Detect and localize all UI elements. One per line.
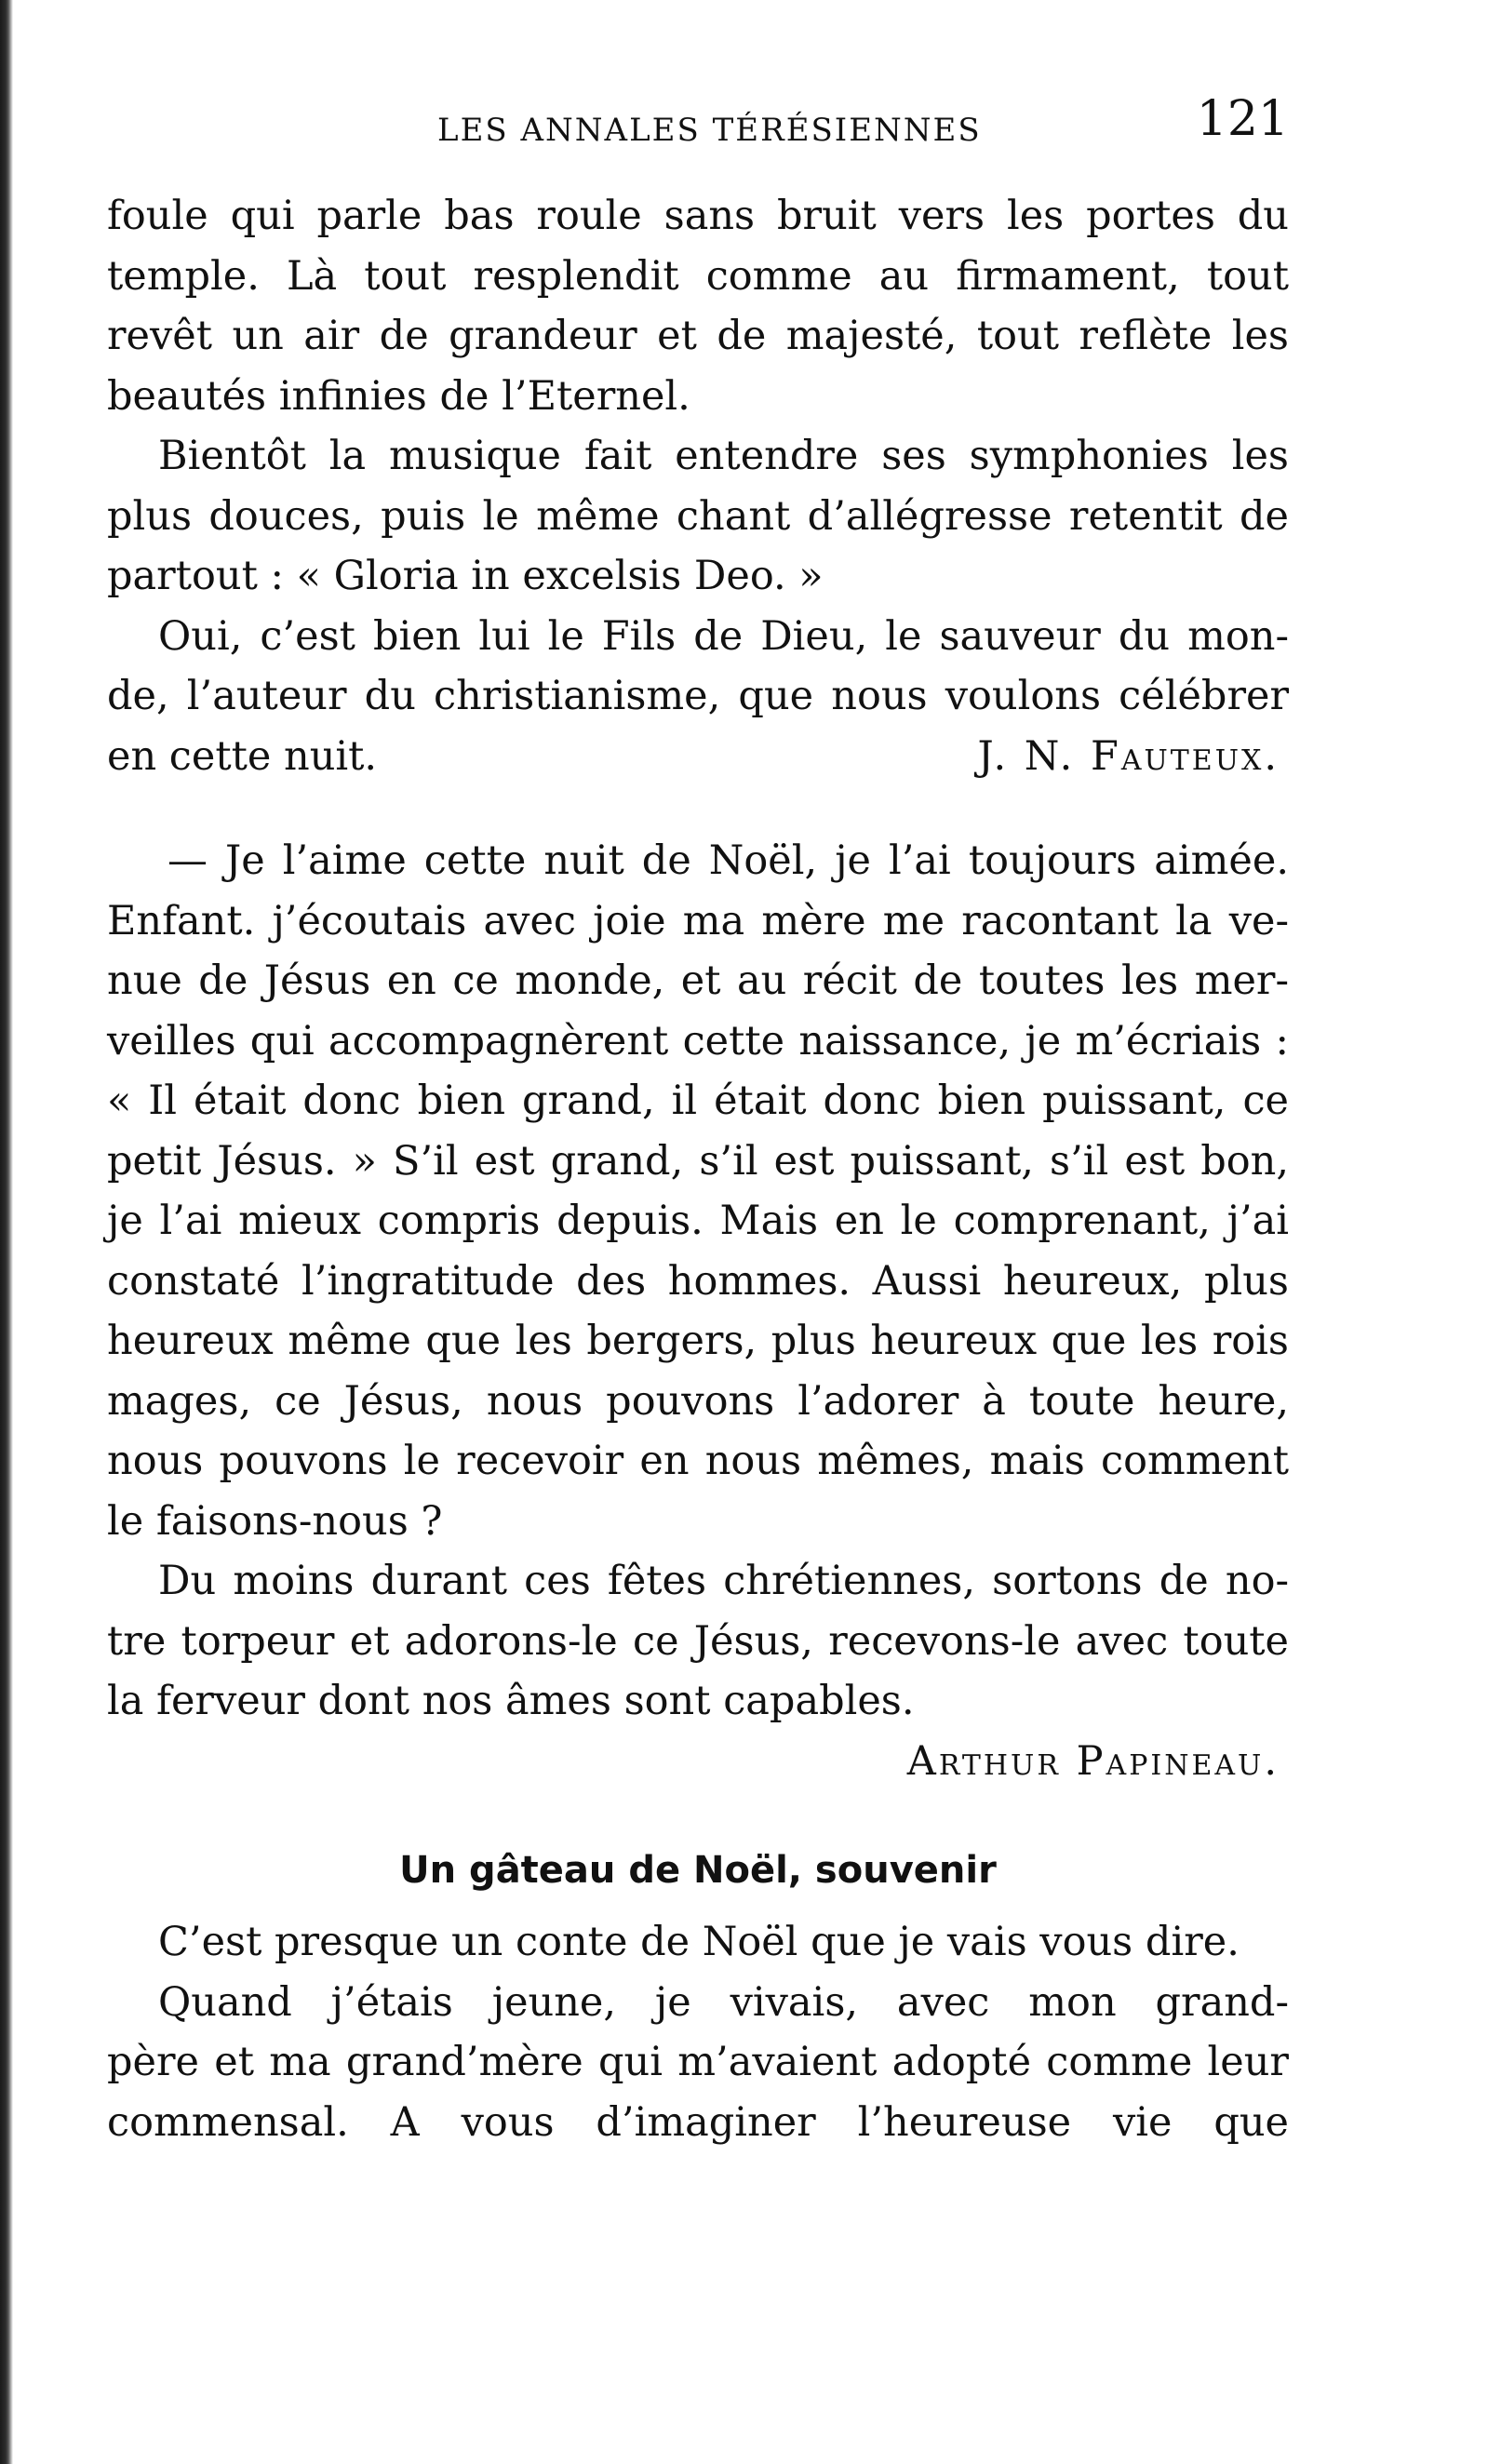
text-line: nue de Jésus en ce monde, et au récit de toutes les mer- [107,957,1289,1004]
text-line: de, l’auteur du christianisme, que nous voulons célébrer [107,673,1289,719]
text-line: je l’ai mieux compris depuis. Mais en le comprenant, j’ai [107,1198,1289,1244]
text-line: plus douces, puis le même chant d’allégresse retentit de [107,492,1289,540]
text-line: Bientôt la musique fait entendre ses symphonies les [158,433,1289,479]
text-line: le faisons-nous ? [107,1497,443,1545]
author-signature: J. N. Fauteux. [977,732,1280,780]
text-line: revêt un air de grandeur et de majesté, tout reflète les [107,313,1289,359]
page-binding-edge [0,0,13,2464]
page-header [107,91,1289,156]
text-line: Oui, c’est bien lui le Fils de Dieu, le sauveur du mon- [158,612,1289,660]
section-title: Un gâteau de Noël, souvenir [399,1849,997,1892]
spacer [107,786,1289,831]
text-line: petit Jésus. » S’il est grand, s’il est puissant, s’il est bon, [107,1137,1289,1185]
author-signature-line [107,1732,1289,1792]
text-line: Enfant. j’écoutais avec joie ma mère me racontant la ve- [107,897,1289,944]
text-line: nous pouvons le recevoir en nous mêmes, mais comment [107,1438,1289,1484]
text-line: foule qui parle bas roule sans bruit vers les portes du [107,193,1289,239]
page-number: 121 [1196,91,1289,147]
text-line: « Il était donc bien grand, il était donc bien puissant, ce [107,1078,1289,1124]
signature-line [107,727,1289,787]
author-signature: Arthur Papineau. [906,1737,1280,1785]
spacer [107,1791,1289,1828]
text-line: — Je l’aime cette nuit de Noël, je l’ai toujours aimée. [168,837,1289,884]
text-line: Du moins durant ces fêtes chrétiennes, sortons de no- [158,1558,1289,1604]
text-line: commensal. A vous d’imaginer l’heureuse vie que [107,2098,1289,2146]
text-line: beautés infinies de l’Eternel. [107,372,690,420]
page-body [107,186,1289,2152]
text-line: la ferveur dont nos âmes sont capables. [107,1678,915,1724]
text-line: Quand j’étais jeune, je vivais, avec mon grand- [158,1978,1289,2026]
text-line: tre torpeur et adorons-le ce Jésus, recevons-le avec toute [107,1617,1289,1665]
text-line: C’est presque un conte de Noël que je vais vous dire. [158,1919,1240,1965]
text-line: veilles qui accompagnèrent cette naissance, je m’écriais : [107,1017,1289,1065]
text-line: partout : « Gloria in excelsis Deo. » [107,553,824,599]
text-line: constaté l’ingratitude des hommes. Aussi heureux, plus [107,1257,1289,1305]
text-line: en cette nuit. [107,732,378,780]
text-line: temple. Là tout resplendit comme au firmament, tout [107,252,1289,300]
text-line: père et ma grand’mère qui m’avaient adopté comme leur [107,2039,1289,2085]
text-line: heureux même que les bergers, plus heureux que les rois [107,1318,1289,1364]
text-line: mages, ce Jésus, nous pouvons l’adorer à toute heure, [107,1377,1289,1425]
running-title: LES ANNALES TÉRÉSIENNES [437,112,982,149]
